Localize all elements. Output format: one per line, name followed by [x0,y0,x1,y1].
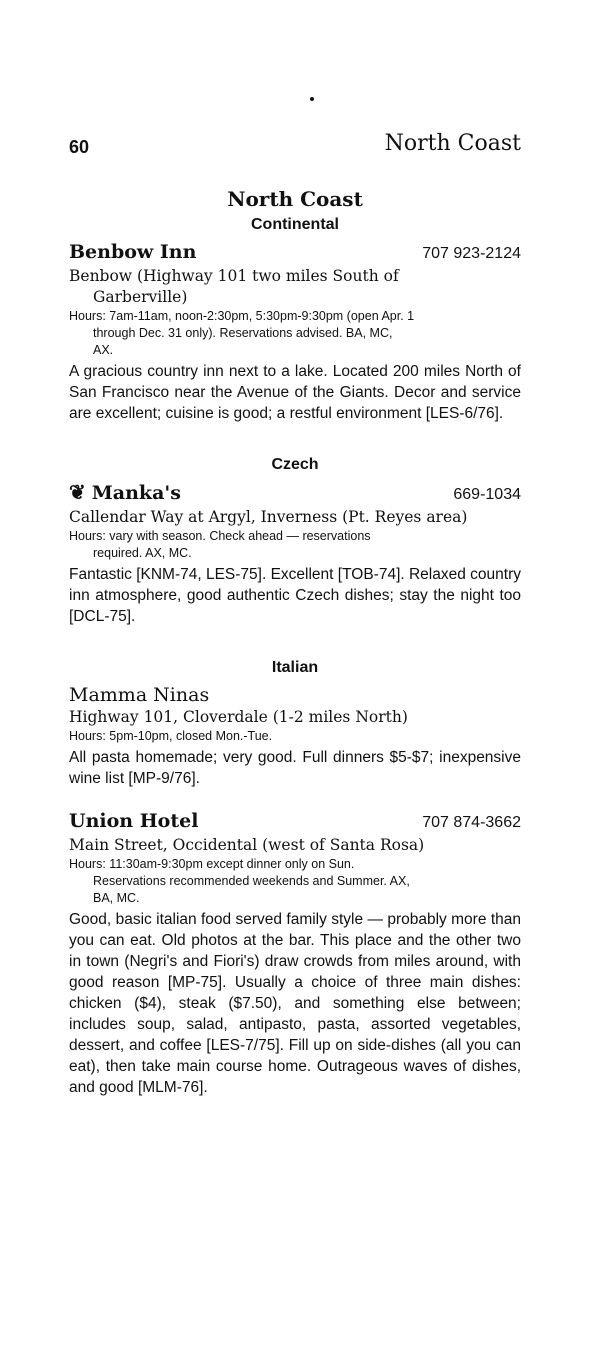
hours-line: BA, MC. [93,891,140,905]
entry-header [69,240,521,266]
restaurant-address [69,266,521,308]
hours-line: Hours: 5pm-10pm, closed Mon.-Tue. [69,729,273,743]
restaurant-hours [69,728,521,745]
restaurant-name-row [69,480,181,505]
restaurant-review: A gracious country inn next to a lake. Located 200 miles North of San Francisco near the Avenue of the Giants. Decor and service are excellent; cuisine is good; a restful environment [LES-6/76]. [69,363,521,422]
restaurant-phone: 707 923-2124 [422,245,521,262]
entry-header [69,809,521,835]
hours-line: Hours: 7am-11am, noon-2:30pm, 5:30pm-9:30pm (open Apr. 1 [69,309,415,323]
hours-line: Hours: vary with season. Check ahead — reservations [69,529,371,543]
restaurant-review: Good, basic italian food served family style — probably more than you can eat. Old photos at the bar. This place and the other two in town (Negri's and Fiori's) draw crowds from miles around, with good reason [MP-75]. Usually a choice of three main dishes: chicken ($4), steak ($7.50), and something else between; includes soup, salad, antipasto, pasta, assorted vegetables, dessert, and coffee [LES-7/75]. Fill up on side-dishes (all you can eat), then take main course home. Outrageous waves of dishes, and good [MLM-76]. [69,911,521,1096]
hours-line: AX. [93,343,114,357]
address-line: Highway 101, Cloverdale (1-2 miles North) [69,708,408,726]
restaurant-address [69,507,521,528]
restaurant-address [69,707,521,728]
print-speck [310,97,314,101]
running-head: North Coast [384,131,521,156]
hours-line: through Dec. 31 only). Reservations advised. BA, MC, [93,326,393,340]
restaurant-hours [69,528,521,562]
restaurant-entry [69,809,521,1098]
hours-line: required. AX, MC. [93,546,192,560]
cuisine-heading: Italian [271,659,319,676]
restaurant-name: Manka's [91,482,181,504]
restaurant-address [69,835,521,856]
restaurant-review: All pasta homemade; very good. Full dinners $5-$7; inexpensive wine list [MP-9/76]. [69,749,521,787]
restaurant-name: Mamma Ninas [69,684,210,706]
address-line: Garberville) [93,288,188,306]
section-title: North Coast [227,187,363,211]
restaurant-entry [69,240,521,424]
page-number: 60 [69,137,90,157]
restaurant-phone: 707 874-3662 [422,814,521,831]
restaurant-review: Fantastic [KNM-74, LES-75]. Excellent [TOB-74]. Relaxed country inn atmosphere, good authentic Czech dishes; stay the night too [DCL-75]. [69,566,521,625]
restaurant-phone: 669-1034 [453,486,521,503]
restaurant-hours [69,308,521,359]
hours-line: Hours: 11:30am-9:30pm except dinner only on Sun. [69,857,355,871]
restaurant-entry [69,683,521,789]
cuisine-heading: Continental [251,216,339,233]
address-line: Callendar Way at Argyl, Inverness (Pt. Reyes area) [69,508,468,526]
restaurant-name: Benbow Inn [69,241,197,263]
restaurant-entry [69,480,521,627]
address-line: Benbow (Highway 101 two miles South of [69,267,399,285]
entry-header [69,480,521,507]
entry-header [69,683,521,707]
address-line: Main Street, Occidental (west of Santa Rosa) [69,836,425,854]
restaurant-name: Union Hotel [69,810,199,832]
restaurant-hours [69,856,521,907]
page-content [69,186,521,1098]
cuisine-heading: Czech [271,456,319,473]
flourish-icon: ❦ [69,480,86,504]
hours-line: Reservations recommended weekends and Summer. AX, [93,874,410,888]
